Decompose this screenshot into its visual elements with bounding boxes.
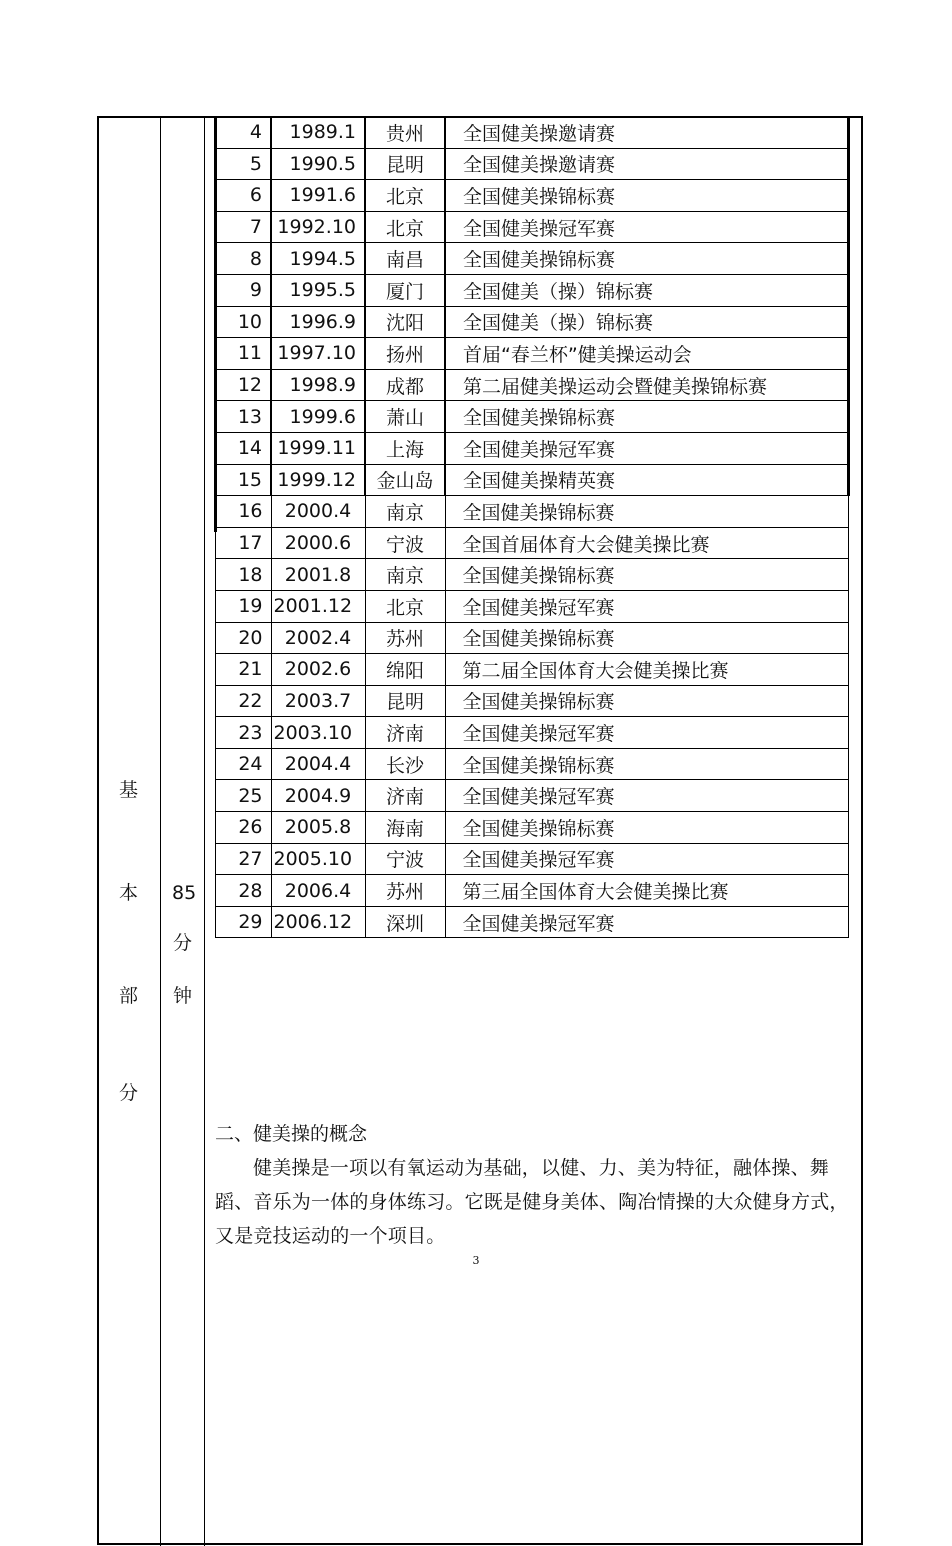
row-city: 昆明 <box>365 685 445 717</box>
row-number: 17 <box>215 527 271 559</box>
row-number: 24 <box>215 748 271 780</box>
row-number: 19 <box>215 590 271 622</box>
table-row <box>215 274 849 306</box>
table-row <box>215 906 849 938</box>
row-number: 14 <box>215 432 271 464</box>
row-number: 21 <box>215 654 271 686</box>
table-row <box>215 148 849 180</box>
row-date: 1991.6 <box>271 180 365 212</box>
row-city: 贵州 <box>365 117 445 149</box>
time-unit-char-2: 钟 <box>173 985 193 1007</box>
row-competition: 全国健美操冠军赛 <box>445 906 849 938</box>
table-row <box>215 211 849 243</box>
row-competition: 全国健美（操）锦标赛 <box>445 274 849 306</box>
section-char-1: 基 <box>119 779 139 801</box>
row-date: 1994.5 <box>271 243 365 275</box>
row-city: 南京 <box>365 496 445 528</box>
row-date: 2004.9 <box>271 780 365 812</box>
row-city: 深圳 <box>365 906 445 938</box>
table-row <box>215 717 849 749</box>
competition-history-table <box>214 116 850 938</box>
row-date: 1999.6 <box>271 401 365 433</box>
concept-section <box>215 1117 863 1253</box>
row-city: 上海 <box>365 432 445 464</box>
row-competition: 第二届全国体育大会健美操比赛 <box>445 654 849 686</box>
row-competition: 全国健美操锦标赛 <box>445 243 849 275</box>
table-row <box>215 401 849 433</box>
row-date: 2004.4 <box>271 748 365 780</box>
row-date: 1996.9 <box>271 306 365 338</box>
row-city: 南昌 <box>365 243 445 275</box>
table-row <box>215 780 849 812</box>
table-row <box>215 496 849 528</box>
row-competition: 全国健美（操）锦标赛 <box>445 306 849 338</box>
row-competition: 全国健美操锦标赛 <box>445 748 849 780</box>
row-competition: 全国健美操冠军赛 <box>445 780 849 812</box>
row-competition: 全国健美操冠军赛 <box>445 590 849 622</box>
table-row <box>215 654 849 686</box>
row-competition: 全国健美操冠军赛 <box>445 432 849 464</box>
column-divider-2 <box>204 116 205 1546</box>
row-competition: 全国健美操锦标赛 <box>445 496 849 528</box>
row-date: 1990.5 <box>271 148 365 180</box>
section-char-3: 部 <box>119 985 139 1007</box>
row-number: 27 <box>215 843 271 875</box>
row-number: 9 <box>215 274 271 306</box>
section-heading: 二、健美操的概念 <box>215 1123 368 1145</box>
table-row <box>215 622 849 654</box>
row-competition: 全国健美操精英赛 <box>445 464 849 496</box>
row-competition: 全国健美操锦标赛 <box>445 559 849 591</box>
time-unit-char-1: 分 <box>173 932 193 954</box>
row-competition: 全国健美操锦标赛 <box>445 401 849 433</box>
row-city: 海南 <box>365 812 445 844</box>
concept-paragraph: 健美操是一项以有氧运动为基础，以健、力、美为特征，融体操、舞蹈、音乐为一体的身体练习。它既是健身美体、陶冶情操的大众健身方式，又是竞技运动的一个项目。 <box>215 1157 849 1247</box>
row-number: 5 <box>215 148 271 180</box>
row-number: 13 <box>215 401 271 433</box>
row-city: 宁波 <box>365 527 445 559</box>
page-number: 3 <box>472 1254 480 1267</box>
section-char-2: 本 <box>119 882 139 904</box>
row-city: 成都 <box>365 369 445 401</box>
row-date: 2005.8 <box>271 812 365 844</box>
table-row <box>215 180 849 212</box>
row-competition: 全国健美操锦标赛 <box>445 685 849 717</box>
table-row <box>215 432 849 464</box>
row-city: 绵阳 <box>365 654 445 686</box>
row-city: 南京 <box>365 559 445 591</box>
table-row <box>215 306 849 338</box>
row-competition: 全国健美操锦标赛 <box>445 180 849 212</box>
table-row <box>215 685 849 717</box>
row-city: 沈阳 <box>365 306 445 338</box>
row-date: 2006.12 <box>271 906 365 938</box>
row-city: 扬州 <box>365 338 445 370</box>
row-competition: 全国首届体育大会健美操比赛 <box>445 527 849 559</box>
table-row <box>215 843 849 875</box>
row-number: 18 <box>215 559 271 591</box>
table-row <box>215 812 849 844</box>
row-city: 北京 <box>365 590 445 622</box>
row-number: 23 <box>215 717 271 749</box>
row-competition: 全国健美操邀请赛 <box>445 117 849 149</box>
row-number: 4 <box>215 117 271 149</box>
table-row <box>215 464 849 496</box>
row-number: 8 <box>215 243 271 275</box>
table-row <box>215 748 849 780</box>
row-date: 1997.10 <box>271 338 365 370</box>
table-row <box>215 590 849 622</box>
row-date: 2000.6 <box>271 527 365 559</box>
row-number: 10 <box>215 306 271 338</box>
row-competition: 首届“春兰杯”健美操运动会 <box>445 338 849 370</box>
row-date: 1999.12 <box>271 464 365 496</box>
row-city: 宁波 <box>365 843 445 875</box>
row-number: 22 <box>215 685 271 717</box>
row-number: 20 <box>215 622 271 654</box>
row-number: 28 <box>215 875 271 907</box>
row-date: 1992.10 <box>271 211 365 243</box>
row-date: 1998.9 <box>271 369 365 401</box>
row-date: 2005.10 <box>271 843 365 875</box>
table-row <box>215 369 849 401</box>
row-date: 1995.5 <box>271 274 365 306</box>
time-number: 85 <box>172 882 197 904</box>
row-date: 2001.8 <box>271 559 365 591</box>
row-city: 济南 <box>365 780 445 812</box>
row-city: 厦门 <box>365 274 445 306</box>
row-date: 2001.12 <box>271 590 365 622</box>
row-city: 济南 <box>365 717 445 749</box>
row-competition: 全国健美操锦标赛 <box>445 622 849 654</box>
row-date: 2002.6 <box>271 654 365 686</box>
row-number: 26 <box>215 812 271 844</box>
row-date: 2003.10 <box>271 717 365 749</box>
section-char-4: 分 <box>119 1082 139 1104</box>
table-row <box>215 875 849 907</box>
row-number: 6 <box>215 180 271 212</box>
row-competition: 第三届全国体育大会健美操比赛 <box>445 875 849 907</box>
row-city: 苏州 <box>365 875 445 907</box>
table-row <box>215 338 849 370</box>
row-competition: 全国健美操锦标赛 <box>445 812 849 844</box>
row-city: 昆明 <box>365 148 445 180</box>
row-number: 16 <box>215 496 271 528</box>
row-city: 金山岛 <box>365 464 445 496</box>
table-row <box>215 243 849 275</box>
row-number: 7 <box>215 211 271 243</box>
row-city: 北京 <box>365 211 445 243</box>
row-date: 2003.7 <box>271 685 365 717</box>
row-city: 萧山 <box>365 401 445 433</box>
row-date: 2002.4 <box>271 622 365 654</box>
table-row <box>215 117 849 149</box>
row-competition: 全国健美操冠军赛 <box>445 211 849 243</box>
row-competition: 全国健美操冠军赛 <box>445 717 849 749</box>
row-city: 北京 <box>365 180 445 212</box>
table-row <box>215 559 849 591</box>
row-competition: 全国健美操冠军赛 <box>445 843 849 875</box>
row-number: 12 <box>215 369 271 401</box>
row-number: 25 <box>215 780 271 812</box>
row-date: 2000.4 <box>271 496 365 528</box>
row-competition: 第二届健美操运动会暨健美操锦标赛 <box>445 369 849 401</box>
row-city: 苏州 <box>365 622 445 654</box>
row-date: 2006.4 <box>271 875 365 907</box>
row-date: 1989.1 <box>271 117 365 149</box>
table-row <box>215 527 849 559</box>
row-city: 长沙 <box>365 748 445 780</box>
row-date: 1999.11 <box>271 432 365 464</box>
row-number: 11 <box>215 338 271 370</box>
row-number: 29 <box>215 906 271 938</box>
row-number: 15 <box>215 464 271 496</box>
column-divider-1 <box>160 116 161 1546</box>
row-competition: 全国健美操邀请赛 <box>445 148 849 180</box>
